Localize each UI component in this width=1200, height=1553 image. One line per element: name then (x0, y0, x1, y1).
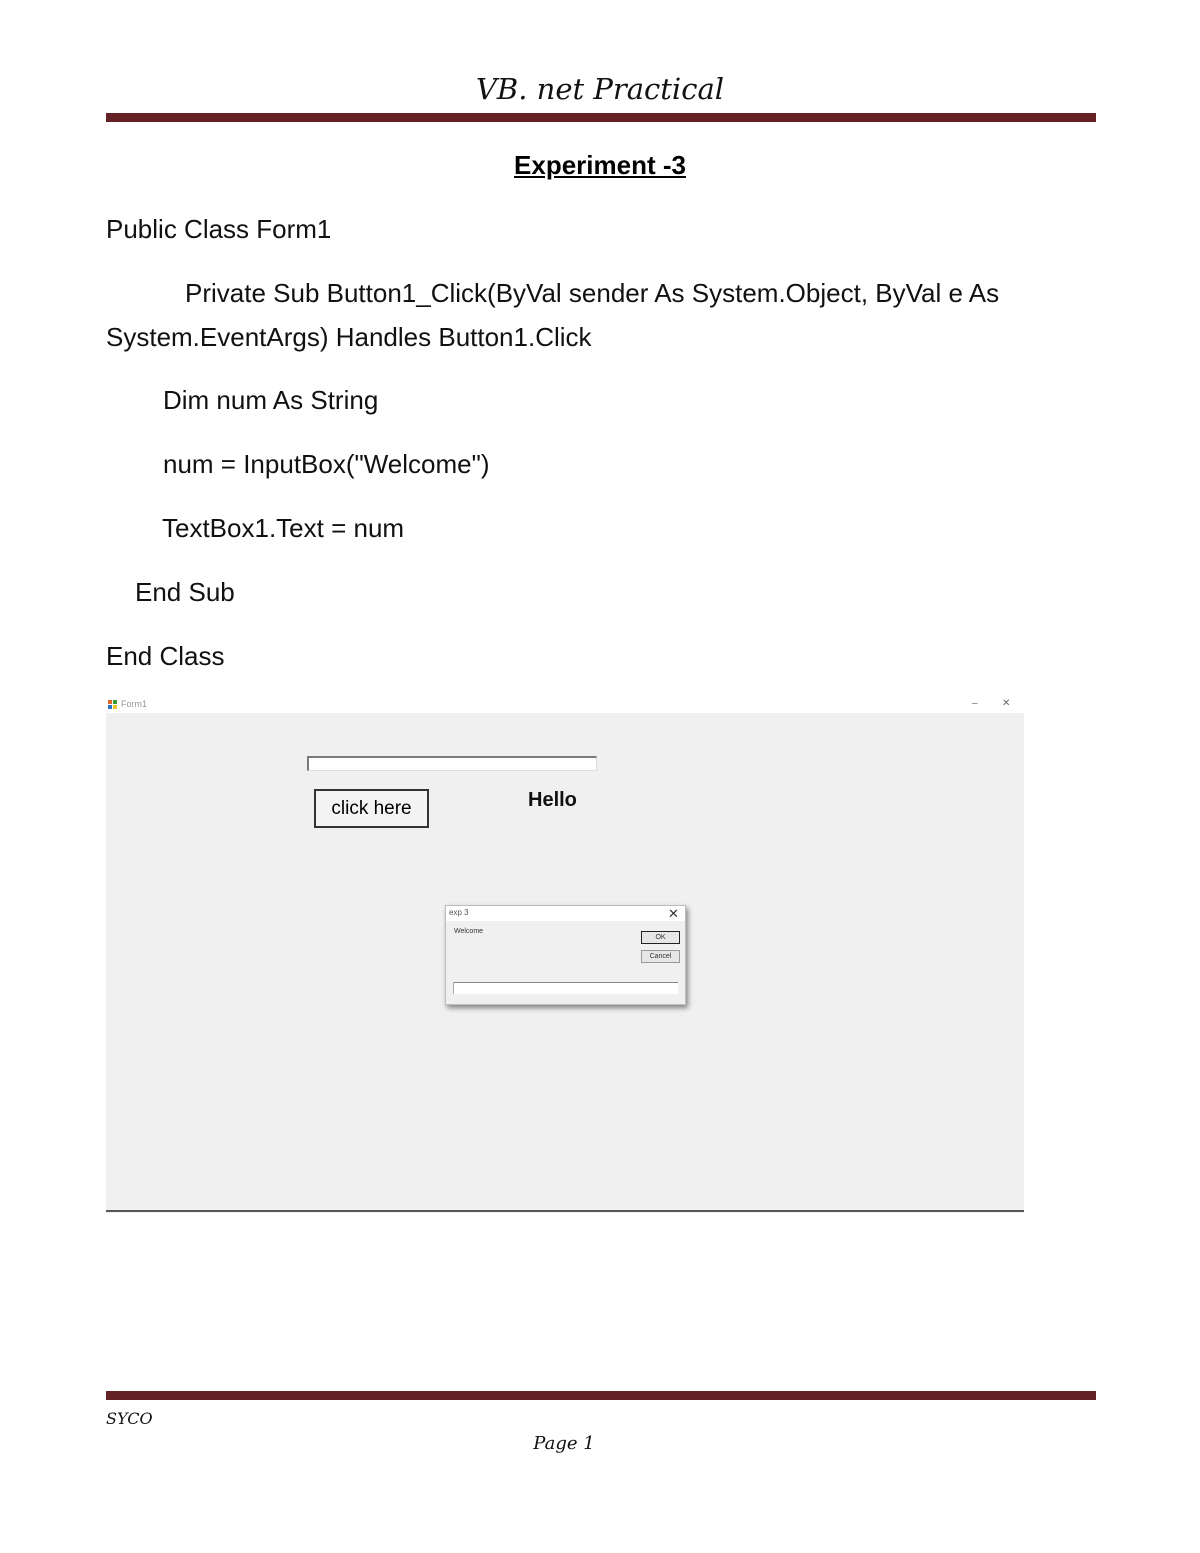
dialog-titlebar (446, 906, 685, 921)
code-line: End Class (106, 641, 225, 671)
experiment-title: Experiment -3 (514, 150, 686, 180)
code-line: Private Sub Button1_Click(ByVal sender As System.Object, ByVal e As (185, 278, 1000, 308)
code-line: System.EventArgs) Handles Button1.Click (106, 322, 592, 352)
header-title: VB. net Practical (475, 72, 725, 106)
cancel-button[interactable]: Cancel (641, 950, 680, 963)
dialog-input[interactable] (453, 982, 678, 994)
inputbox-dialog (445, 905, 686, 1005)
form-window-screenshot (106, 697, 1024, 1213)
footer-class-label: SYCO (106, 1409, 153, 1428)
code-line: TextBox1.Text = num (162, 513, 405, 543)
code-line: Public Class Form1 (106, 214, 332, 244)
textbox1[interactable] (307, 756, 597, 771)
page-number: Page 1 (533, 1433, 595, 1454)
close-icon[interactable]: ✕ (1002, 698, 1011, 709)
form-titlebar (106, 697, 1024, 713)
code-line: num = InputBox("Welcome") (163, 449, 490, 479)
form-bottom-border (106, 1210, 1024, 1212)
dialog-close-icon[interactable]: ✕ (668, 906, 679, 921)
code-line: Dim num As String (163, 385, 379, 415)
form-app-icon (108, 700, 117, 709)
form-title: Form1 (121, 699, 148, 709)
code-line: End Sub (135, 577, 235, 607)
footer-rule (106, 1391, 1096, 1400)
hello-label: Hello (528, 789, 577, 811)
click-here-button[interactable]: click here (314, 789, 429, 828)
header-rule (106, 113, 1096, 122)
dialog-title: exp 3 (449, 908, 469, 917)
minimize-icon[interactable]: – (972, 698, 978, 709)
ok-button[interactable]: OK (641, 931, 680, 944)
dialog-prompt: Welcome (454, 928, 484, 935)
